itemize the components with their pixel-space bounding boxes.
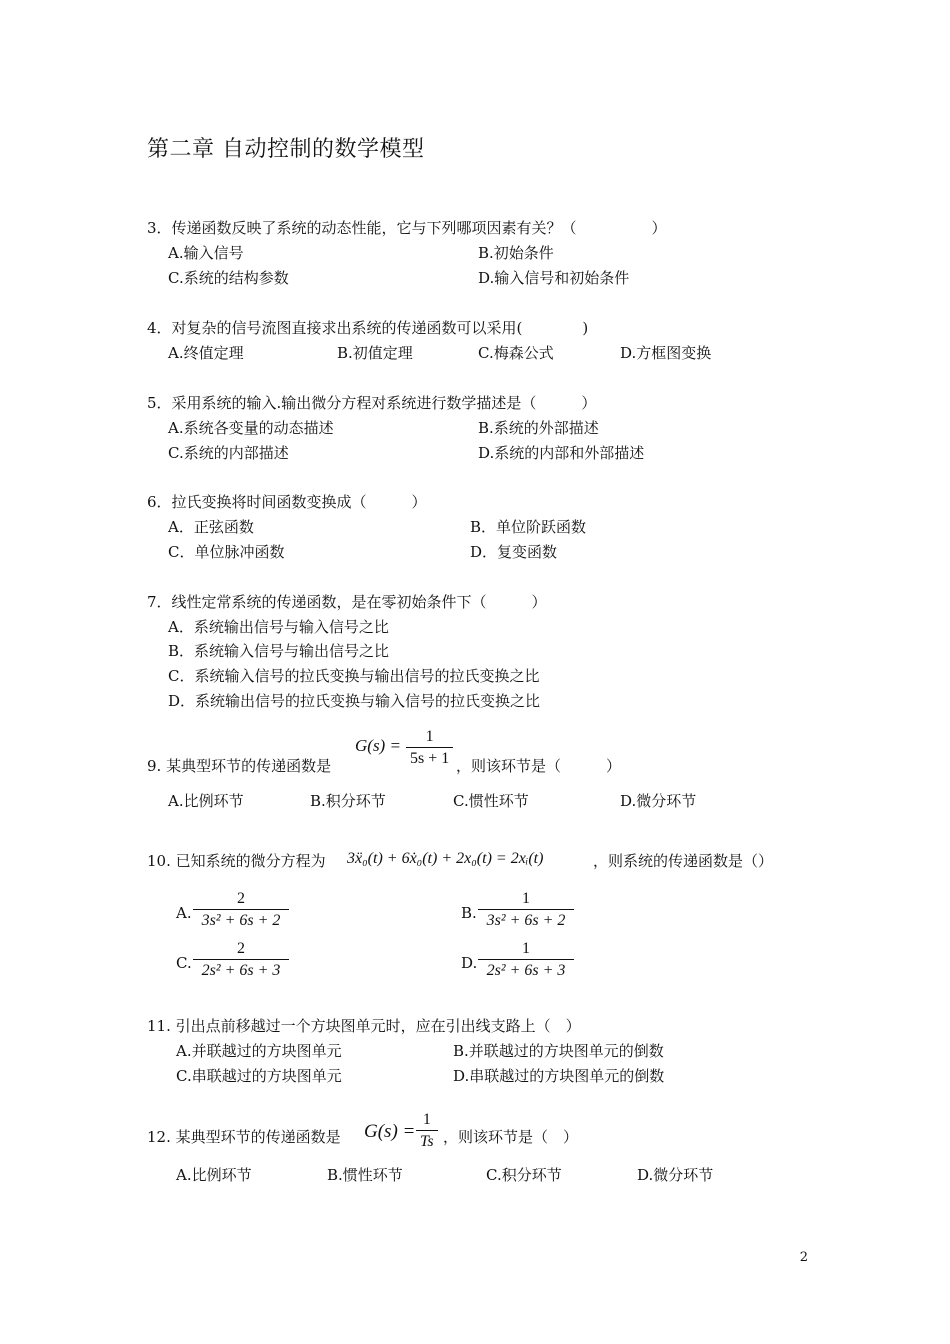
q11-option-b: B.并联越过的方块图单元的倒数 <box>453 1042 664 1060</box>
q7-option-c: C．系统输入信号的拉氏变换与输出信号的拉氏变换之比 <box>168 667 540 685</box>
q10-option-b-denominator: 3s² + 6s + 2 <box>486 912 566 929</box>
q7-stem: 7．线性定常系统的传递函数，是在零初始条件下（ ） <box>147 593 547 611</box>
q9-suffix: ，则该环节是（ ） <box>456 757 622 775</box>
q10-option-d-label: D. <box>461 954 478 972</box>
q4-option-a: A.终值定理 <box>168 344 244 362</box>
q10-option-d-numerator: 1 <box>522 940 530 957</box>
q4-option-c: C.梅森公式 <box>478 344 554 362</box>
q5-option-d: D.系统的内部和外部描述 <box>478 444 645 462</box>
q4-stem: 4．对复杂的信号流图直接求出系统的传递函数可以采用( ) <box>147 319 589 337</box>
q11-option-c: C.串联越过的方块图单元 <box>176 1067 342 1085</box>
q10-prefix: 10. 已知系统的微分方程为 <box>147 852 326 870</box>
q10-option-c-numerator: 2 <box>237 940 245 957</box>
q12-option-d: D.微分环节 <box>637 1166 714 1184</box>
q4-option-b: B.初值定理 <box>337 344 413 362</box>
q5-option-b: B.系统的外部描述 <box>478 419 599 437</box>
q6-option-c: C．单位脉冲函数 <box>168 543 285 561</box>
q9-numerator: 1 <box>425 728 434 745</box>
q10-suffix: ，则系统的传递函数是（） <box>593 852 774 870</box>
q9-denominator: 5s + 1 <box>410 750 450 767</box>
q7-option-a: A．系统输出信号与输入信号之比 <box>168 618 389 636</box>
q10-option-a-label: A. <box>176 904 192 922</box>
q9-option-c: C.惯性环节 <box>453 792 529 810</box>
q11-stem: 11. 引出点前移越过一个方块图单元时，应在引出线支路上（ ） <box>147 1017 581 1035</box>
q10-option-a-fraction <box>193 889 289 932</box>
q3-option-b: B.初始条件 <box>478 244 554 262</box>
q12-prefix: 12. 某典型环节的传递函数是 <box>147 1128 341 1146</box>
q10-option-c-denominator: 2s² + 6s + 3 <box>201 962 281 979</box>
q10-option-d-denominator: 2s² + 6s + 3 <box>486 962 566 979</box>
q9-fraction <box>406 727 453 770</box>
q6-option-a: A．正弦函数 <box>168 518 254 536</box>
q10-option-a-denominator: 3s² + 6s + 2 <box>201 912 281 929</box>
q10-option-d-fraction <box>478 939 574 982</box>
q10-equation: 3ẍ₀(t) + 6ẋ₀(t) + 2x₀(t) = 2xᵢ(t) <box>347 850 544 867</box>
q7-option-d: D．系统输出信号的拉氏变换与输入信号的拉氏变换之比 <box>168 692 541 710</box>
q9-prefix: 9. 某典型环节的传递函数是 <box>147 757 332 775</box>
q5-stem: 5．采用系统的输入.输出微分方程对系统进行数学描述是（ ） <box>147 394 597 412</box>
chapter-title: 第二章 自动控制的数学模型 <box>147 137 425 162</box>
q12-fraction <box>416 1110 438 1153</box>
q3-stem: 3．传递函数反映了系统的动态性能，它与下列哪项因素有关？（ ） <box>147 219 667 237</box>
q11-option-a: A.并联越过的方块图单元 <box>176 1042 342 1060</box>
q9-option-a: A.比例环节 <box>168 792 244 810</box>
q3-option-d: D.输入信号和初始条件 <box>478 269 630 287</box>
q7-option-b: B．系统输入信号与输出信号之比 <box>168 642 390 660</box>
q6-option-b: B．单位阶跃函数 <box>470 518 587 536</box>
q10-option-a-numerator: 2 <box>237 890 245 907</box>
q6-stem: 6．拉氏变换将时间函数变换成（ ） <box>147 493 427 511</box>
q12-option-a: A.比例环节 <box>176 1166 252 1184</box>
q11-option-d: D.串联越过的方块图单元的倒数 <box>453 1067 665 1085</box>
q12-option-c: C.积分环节 <box>486 1166 562 1184</box>
q12-option-b: B.惯性环节 <box>327 1166 403 1184</box>
q12-denominator: Ts <box>420 1133 434 1150</box>
q10-option-c-fraction <box>193 939 289 982</box>
q3-option-a: A.输入信号 <box>168 244 244 262</box>
q4-option-d: D.方框图变换 <box>620 344 712 362</box>
q12-suffix: ，则该环节是（ ） <box>443 1128 579 1146</box>
q12-numerator: 1 <box>422 1111 431 1128</box>
q6-option-d: D．复变函数 <box>470 543 558 561</box>
q10-option-b-label: B. <box>461 904 477 922</box>
q12-lhs: G(s) = <box>364 1121 416 1142</box>
q5-option-c: C.系统的内部描述 <box>168 444 289 462</box>
q10-option-b-fraction <box>478 889 574 932</box>
q3-option-c: C.系统的结构参数 <box>168 269 289 287</box>
q9-lhs: G(s) = <box>355 736 401 755</box>
q9-option-b: B.积分环节 <box>310 792 386 810</box>
q9-option-d: D.微分环节 <box>620 792 697 810</box>
q10-option-c-label: C. <box>176 954 192 972</box>
page-number: 2 <box>799 1250 808 1265</box>
q10-option-b-numerator: 1 <box>522 890 530 907</box>
q5-option-a: A.系统各变量的动态描述 <box>168 419 334 437</box>
